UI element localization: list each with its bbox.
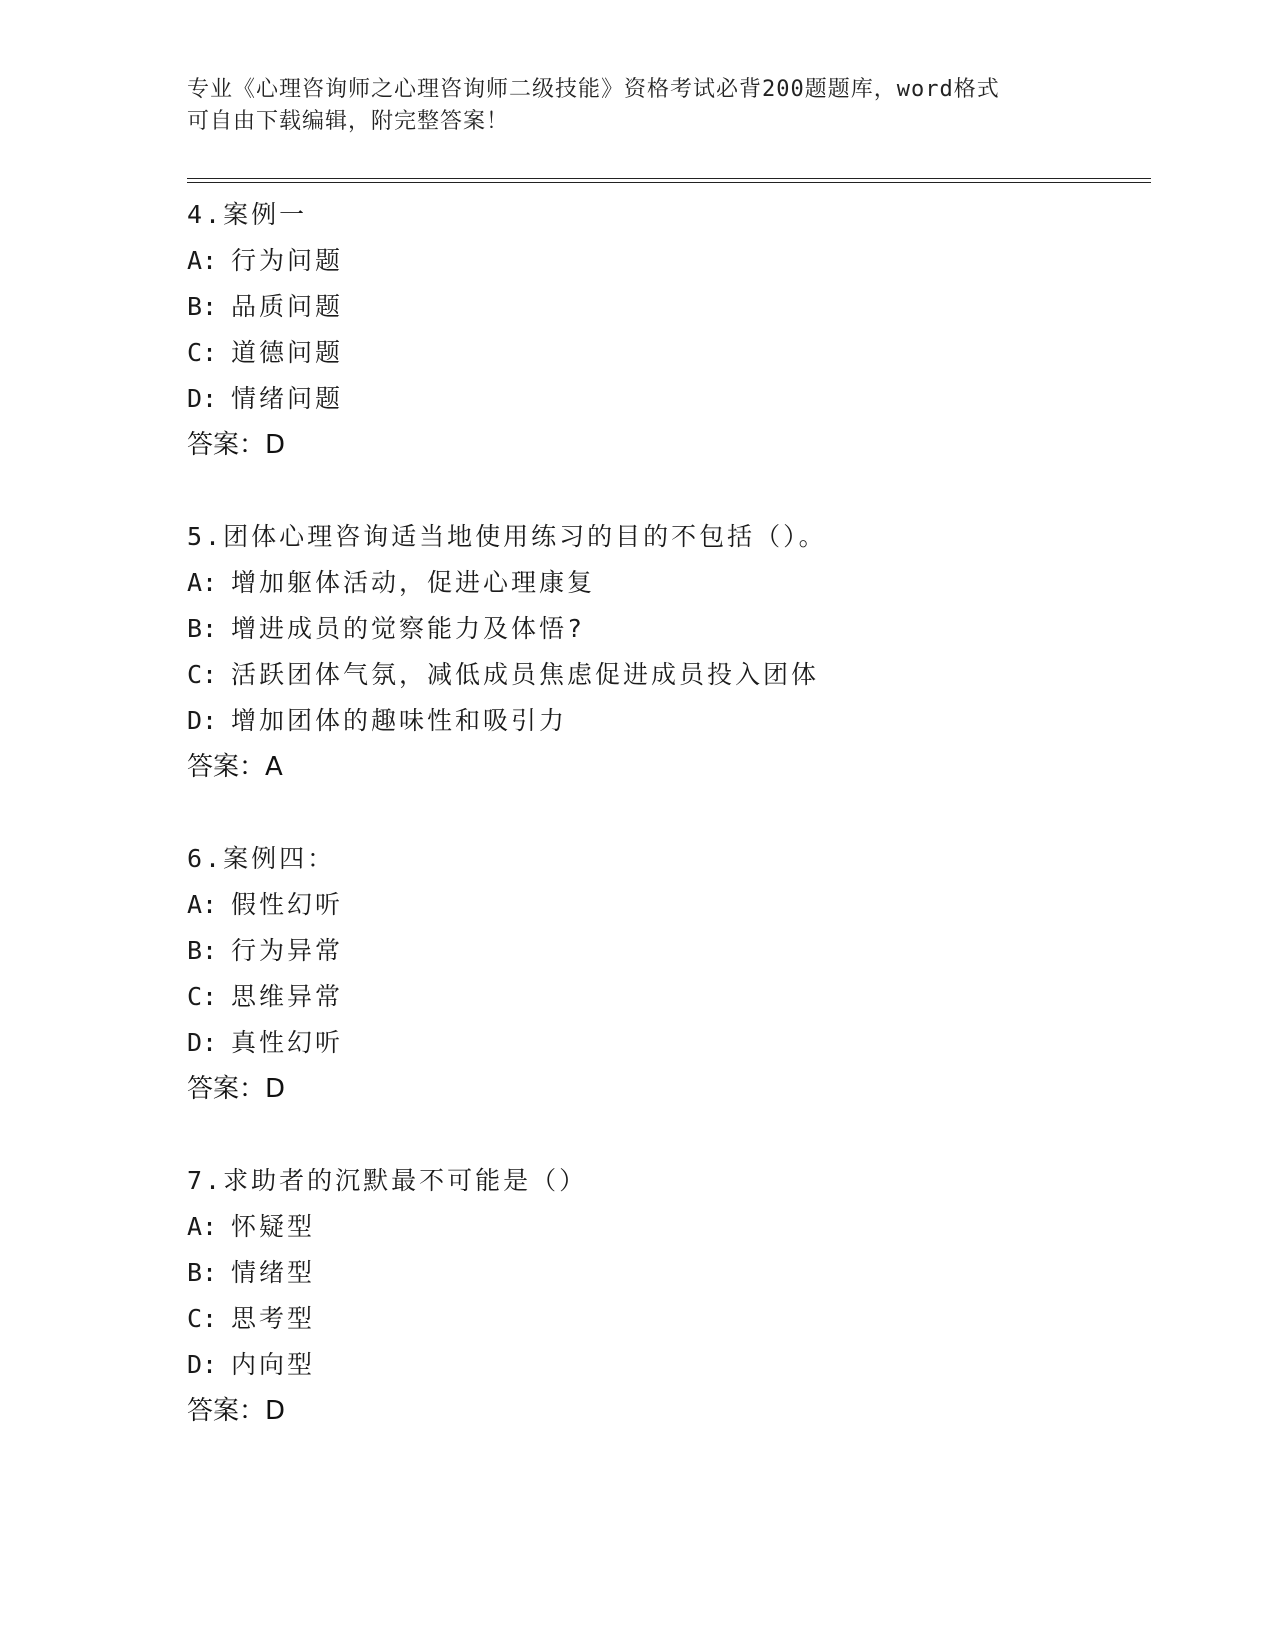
- option-text: 情绪问题: [231, 384, 344, 413]
- option-text: 行为问题: [231, 246, 344, 275]
- question-6: [187, 836, 1147, 1112]
- option-b: [187, 606, 1147, 652]
- option-text: 行为异常: [231, 936, 344, 965]
- option-text: 增加躯体活动，促进心理康复: [231, 568, 596, 597]
- option-key: C:: [187, 1304, 218, 1333]
- option-text: 怀疑型: [231, 1212, 316, 1241]
- question-stem: 5.团体心理咨询适当地使用练习的目的不包括（）。: [187, 522, 827, 551]
- option-b: [187, 928, 1147, 974]
- question-4: [187, 192, 1147, 468]
- option-key: C:: [187, 982, 218, 1011]
- answer-line: 答案：D: [187, 430, 286, 460]
- header-divider-bottom: [187, 182, 1151, 183]
- option-text: 思维异常: [231, 982, 344, 1011]
- question-5: [187, 514, 1147, 790]
- option-key: C:: [187, 338, 218, 367]
- option-text: 思考型: [231, 1304, 316, 1333]
- option-a: [187, 560, 1147, 606]
- option-key: B:: [187, 614, 218, 643]
- option-a: [187, 1204, 1147, 1250]
- option-key: B:: [187, 292, 218, 321]
- option-text: 增进成员的觉察能力及体悟?: [231, 614, 586, 643]
- question-7: [187, 1158, 1147, 1434]
- option-c: [187, 652, 1147, 698]
- option-key: A:: [187, 246, 218, 275]
- option-key: A:: [187, 890, 218, 919]
- option-key: A:: [187, 1212, 218, 1241]
- option-key: D:: [187, 1350, 218, 1379]
- option-key: A:: [187, 568, 218, 597]
- option-text: 增加团体的趣味性和吸引力: [231, 706, 568, 735]
- option-c: [187, 1296, 1147, 1342]
- question-stem: 6.案例四：: [187, 844, 336, 873]
- option-text: 品质问题: [231, 292, 344, 321]
- option-key: D:: [187, 384, 218, 413]
- option-text: 情绪型: [231, 1258, 316, 1287]
- option-key: B:: [187, 936, 218, 965]
- option-text: 真性幻听: [231, 1028, 344, 1057]
- option-d: [187, 376, 1147, 422]
- option-a: [187, 238, 1147, 284]
- option-key: C:: [187, 660, 218, 689]
- option-d: [187, 1020, 1147, 1066]
- option-key: D:: [187, 1028, 218, 1057]
- option-b: [187, 284, 1147, 330]
- answer-line: 答案：D: [187, 1074, 286, 1104]
- option-text: 假性幻听: [231, 890, 344, 919]
- option-a: [187, 882, 1147, 928]
- header-line-2: 可自由下载编辑，附完整答案！: [187, 109, 510, 134]
- question-list: [187, 192, 1147, 1480]
- header-divider-top: [187, 178, 1151, 179]
- option-text: 活跃团体气氛，减低成员焦虑促进成员投入团体: [231, 660, 820, 689]
- option-key: B:: [187, 1258, 218, 1287]
- document-header: [187, 74, 1087, 138]
- question-stem: 4.案例一: [187, 200, 308, 229]
- option-c: [187, 974, 1147, 1020]
- option-d: [187, 698, 1147, 744]
- answer-line: 答案：A: [187, 752, 283, 782]
- option-d: [187, 1342, 1147, 1388]
- answer-line: 答案：D: [187, 1396, 286, 1426]
- option-text: 内向型: [231, 1350, 316, 1379]
- option-text: 道德问题: [231, 338, 344, 367]
- option-b: [187, 1250, 1147, 1296]
- header-line-1: 专业《心理咨询师之心理咨询师二级技能》资格考试必背200题题库，word格式: [187, 77, 1000, 102]
- option-key: D:: [187, 706, 218, 735]
- option-c: [187, 330, 1147, 376]
- question-stem: 7.求助者的沉默最不可能是（）: [187, 1166, 588, 1195]
